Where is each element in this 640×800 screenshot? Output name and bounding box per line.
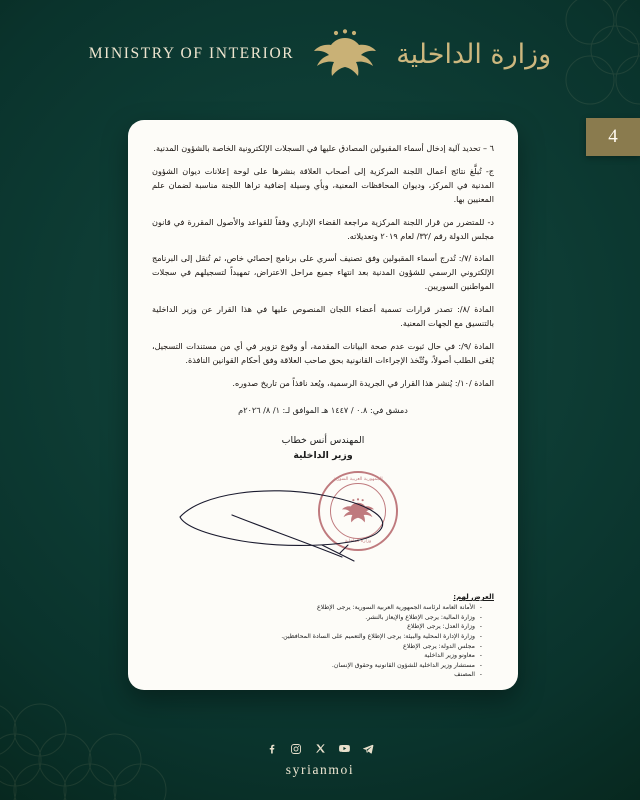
document-body <box>152 142 494 391</box>
doc-paragraph: المادة /٧/: تُدرج أسماء المقبولين وفق تصنيف أسري على برنامج إحصائي خاص، ثم تُنقل إلى البرنامج الإلكتروني الرسمي للشؤون المدنية بعد انتهاء جميع مراحل الاعتراض، تمهيداً لتسجيلهم في سجلات المواطنين السوريين. <box>152 253 494 292</box>
ministry-name-en: MINISTRY OF INTERIOR <box>88 45 295 62</box>
recipients-list <box>244 593 494 680</box>
telegram-icon[interactable] <box>362 742 375 755</box>
document-date-line: دمشق في: ٠.٨ / ١٤٤٧ هـ الموافق لـ: ١/ ٨/ ٢٠٢٦م <box>238 404 408 415</box>
list-item: - مجلس الدولة: يرجى الإطلاع <box>244 642 482 652</box>
x-twitter-icon[interactable] <box>314 742 327 755</box>
signatory <box>152 433 494 463</box>
doc-paragraph: المادة /٨/: تصدر قرارات تسمية أعضاء اللجان المنصوص عليها في هذا القرار عن وزير الداخلية بالتنسيق مع الجهات المعنية. <box>152 304 494 329</box>
eagle-emblem-icon <box>312 28 378 80</box>
ministry-name-ar: وزارة الداخلية <box>396 38 552 70</box>
page-footer <box>0 742 640 778</box>
stamp-top-text: الجمهورية العربية السورية <box>333 476 383 482</box>
stamp-bottom-text: وزارة الداخلية <box>344 538 372 544</box>
social-handle: syrianmoi <box>285 762 355 777</box>
facebook-icon[interactable] <box>266 742 279 755</box>
list-item: - وزارة المالية: يرجى الإطلاع والإيعاز بالنشر. <box>244 613 482 623</box>
doc-paragraph: المادة /٩/: في حال ثبوت عدم صحة البيانات المقدمة، أو وقوع تزوير في أي من مستندات التسجيل، يُلغى الطلب أصولاً، وتُتّخذ الإجراءات القانونية بحق صاحب العلاقة وفق أحكام القوانين النافذة. <box>152 340 494 365</box>
youtube-icon[interactable] <box>338 742 351 755</box>
official-stamp <box>318 471 398 551</box>
list-item: - وزارة العدل: يرجى الإطلاع <box>244 622 482 632</box>
doc-paragraph: ٦ – تحديد آلية إدخال أسماء المقبولين المصادق عليها في السجلات الإلكترونية الخاصة بالشؤون المدنية. <box>153 143 494 153</box>
signatory-name: المهندس أنس خطاب <box>281 434 365 446</box>
signatory-title: وزير الداخلية <box>293 449 353 461</box>
list-item: - مستشار وزير الداخلية للشؤون القانونية وحقوق الإنسان. <box>244 661 482 671</box>
doc-paragraph: ج- تُبلَّغ نتائج أعمال اللجنة المركزية إلى أصحاب العلاقة بنشرها على لوحة إعلانات ديوان الشؤون المدنية في المركز، وديوان المحافظات المعنية، وبأي وسيلة إضافية تراها اللجنة مناسبة لضمان علم المعنيين بها. <box>152 165 494 204</box>
instagram-icon[interactable] <box>290 742 303 755</box>
page-header <box>0 0 640 108</box>
document-card <box>128 120 518 690</box>
stamp-emblem-icon <box>330 483 386 539</box>
doc-paragraph: د- للمتضرر من قرار اللجنة المركزية مراجعة القضاء الإداري وفقاً للقواعد والأصول المقررة في قانون مجلس الدولة رقم /٣٢/ لعام ٢٠١٩ وتعديلاته. <box>152 216 494 241</box>
doc-paragraph: المادة /١٠/: يُنشر هذا القرار في الجريدة الرسمية، ويُعد نافذاً من تاريخ صدوره. <box>232 377 494 388</box>
signature-block <box>152 433 494 583</box>
list-item: - الأمانة العامة لرئاسة الجمهورية العربية السورية: يرجى الإطلاع <box>244 603 482 613</box>
recipients-title: العرض لهم: <box>453 593 494 602</box>
page-number-badge: 4 <box>586 118 640 156</box>
list-item: - معاونو وزير الداخلية <box>244 651 482 661</box>
list-item: - وزارة الإدارة المحلية والبيئة: يرجى الإطلاع والتعميم على السادة المحافظين. <box>244 632 482 642</box>
list-item: - المصنف <box>244 670 482 680</box>
social-links <box>0 742 640 755</box>
